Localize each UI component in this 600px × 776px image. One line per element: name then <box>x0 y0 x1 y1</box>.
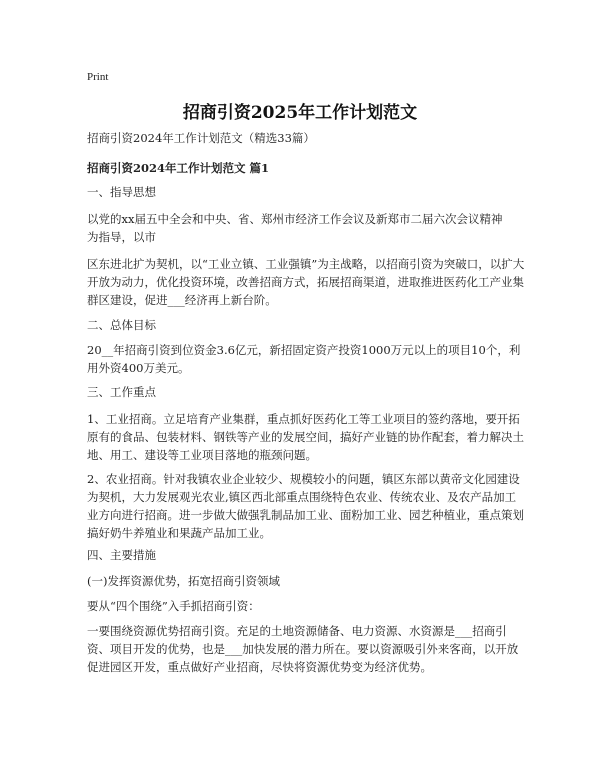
print-label: Print <box>87 71 109 83</box>
heading-main-measures: 四、主要措施 <box>87 548 156 562</box>
paragraph-guiding-line2: 为指导，以市 <box>87 230 156 244</box>
paragraph-agricultural-investment: 2、农业招商。针对我镇农业企业较少、规模较小的问题，镇区东部以黄帝文化园建设为契机，大力发展观光农业,镇区西北部重点围绕特色农业、传统农业、及农产品加工业方向进行招商。进一步做大做强乳制品加工业、面粉加工业、园艺种植业，重点策划搞好奶牛养殖业和果蔬产品加工业。 <box>87 472 524 540</box>
section-heading: 招商引资2024年工作计划范文 篇1 <box>87 161 270 175</box>
paragraph-four-focus: 要从“四个围绕”入手抓招商引资： <box>87 599 260 613</box>
heading-work-focus: 三、工作重点 <box>87 385 156 399</box>
paragraph-guiding-line1: 以党的xx届五中全会和中央、省、郑州市经济工作会议及新郑市二届六次会议精神 <box>87 212 503 226</box>
paragraph-industrial-investment: 1、工业招商。立足培育产业集群，重点抓好医药化工等工业项目的签约落地，要开拓原有的食品、包装材料、钢铁等产业的发展空间，搞好产业链的协作配套，着力解决土地、用工、建设等工业项目落地的瓶颈问题。 <box>87 412 524 462</box>
document-title: 招商引资2025年工作计划范文 <box>182 103 418 123</box>
document-subtitle: 招商引资2024年工作计划范文（精选33篇） <box>87 131 315 145</box>
paragraph-resource-investment: 一要围绕资源优势招商引资。充足的土地资源储备、电力资源、水资源是___招商引资、项目开发的优势，也是___加快发展的潜力所在。要以资源吸引外来客商，以开放促进园区开发，重点做好产业招商，尽快将资源优势变为经济优势。 <box>87 624 519 674</box>
heading-guiding-ideology: 一、指导思想 <box>87 185 156 199</box>
heading-overall-goal: 二、总体目标 <box>87 318 156 332</box>
paragraph-resource-advantage: (一)发挥资源优势，拓宽招商引资领域 <box>87 574 280 588</box>
paragraph-goal: 20__年招商引资到位资金3.6亿元，新招固定资产投资1000万元以上的项目10个，利用外资400万美元。 <box>87 343 521 375</box>
paragraph-strategy: 区东进北扩为契机，以“工业立镇、工业强镇”为主战略，以招商引资为突破口，以扩大开放为动力，优化投资环境，改善招商方式，拓展招商渠道，进取推进医药化工产业集群区建设，促进___经济再上新台阶。 <box>87 257 525 307</box>
